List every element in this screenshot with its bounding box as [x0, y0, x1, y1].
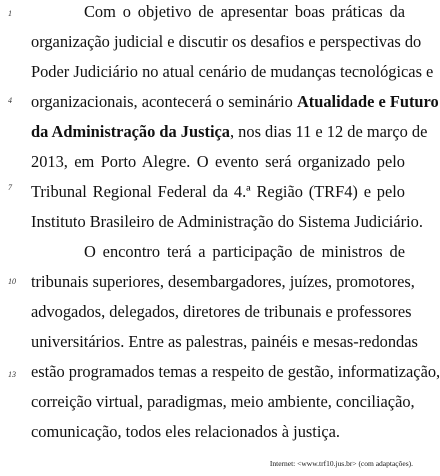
text-line-content: correição virtual, paradigmas, meio ambiente, conciliação,: [31, 392, 415, 411]
text-line: [31, 150, 405, 174]
line-number: 13: [8, 370, 16, 379]
source-citation: Internet: <www.trf10.jus.br> (com adaptações).: [269, 459, 413, 468]
text-line-content: estão programados temas a respeito de gestão, informatização,: [31, 362, 440, 381]
line-number: 1: [8, 9, 12, 18]
text-line: [31, 60, 434, 84]
text-line-content: organizacionais, acontecerá o seminário: [31, 92, 297, 111]
text-line-content: Tribunal Regional Federal da 4.ª Região (TRF4) e pelo: [31, 182, 405, 201]
line-number: 4: [8, 96, 12, 105]
text-line-content: organização judicial e discutir os desafios e perspectivas do: [31, 32, 422, 51]
text-line: [31, 390, 415, 414]
text-line-content: comunicação, todos eles relacionados à justiça.: [31, 422, 341, 441]
text-line-content: , nos dias 11 e 12 de março de: [229, 122, 428, 141]
text-line: [31, 270, 415, 294]
line-number: 10: [8, 277, 16, 286]
seminar-title-part-2: da Administração da Justiça: [31, 122, 230, 141]
text-line-content: Com o objetivo de apresentar boas práticas da: [84, 2, 405, 21]
text-line: [31, 210, 423, 234]
text-line-content: 2013, em Porto Alegre. O evento será organizado pelo: [31, 152, 405, 171]
text-line-content: Poder Judiciário no atual cenário de mudanças tecnológicas e: [31, 62, 434, 81]
text-line-content: O encontro terá a participação de ministros de: [84, 242, 405, 261]
text-line: [31, 300, 412, 324]
text-line: [31, 90, 439, 114]
text-line-content: advogados, delegados, diretores de tribunais e professores: [31, 302, 412, 321]
text-line: [31, 120, 428, 144]
text-line: [84, 240, 405, 264]
text-line: [31, 360, 440, 384]
text-line-content: tribunais superiores, desembargadores, juízes, promotores,: [31, 272, 415, 291]
text-line: [84, 0, 405, 24]
text-line: [31, 180, 405, 204]
text-line: [31, 420, 405, 444]
seminar-title-part-1: Atualidade e Futuro: [296, 92, 439, 111]
text-line: [31, 30, 422, 54]
text-line-content: universitários. Entre as palestras, painéis e mesas-redondas: [31, 332, 418, 351]
text-line: [31, 330, 418, 354]
line-number: 7: [8, 183, 12, 192]
text-line-content: Instituto Brasileiro de Administração do Sistema Judiciário.: [31, 212, 423, 231]
